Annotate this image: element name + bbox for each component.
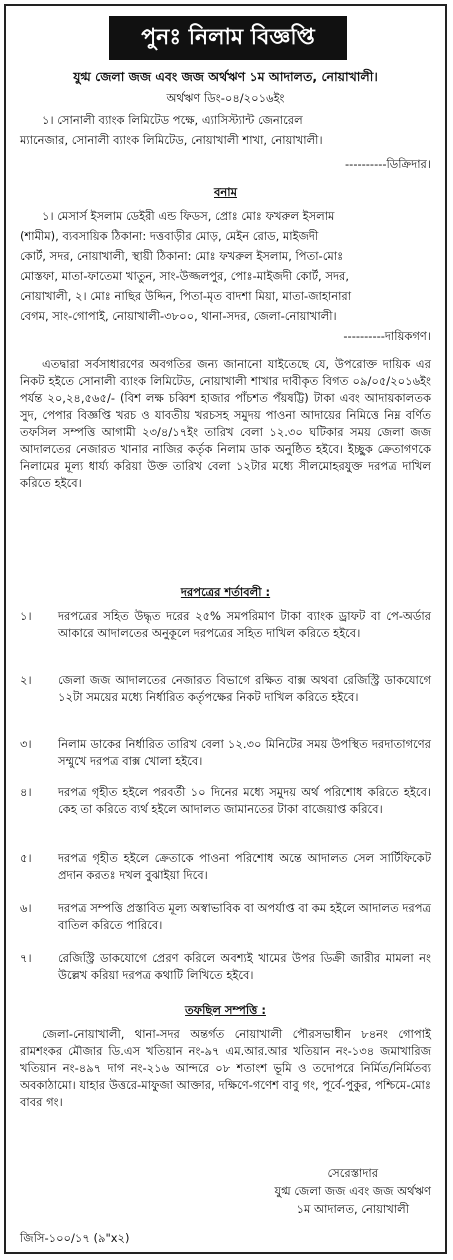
notice-frame: [4, 4, 447, 1254]
versus-heading: বনাম: [214, 185, 237, 199]
defendant-line-4: মোস্তফা, মাতা-ফাতেমা খাতুন, সাং-উজ্জলপুর, পোঃ-মাইজদী কোর্ট, সদর,: [20, 269, 349, 283]
condition-item: [20, 784, 431, 818]
court-name: যুগ্ম জেলা জজ এবং জজ অর্থঋণ ১ম আদালত, নোয়াখালী।: [73, 69, 378, 84]
condition-number: ৫।: [20, 851, 32, 865]
case-number: অর্থঋণ ডিং-০৪/২০১৬ইং: [166, 91, 285, 105]
plaintiff-line-1: ১। সোনালী ব্যাংক লিমিটেড পক্ষে, এ্যাসিস্ট্যান্ট জেনারেল: [42, 113, 303, 127]
conditions-heading: দরপত্রের শর্তাবলী :: [180, 585, 271, 599]
condition-number: ৬।: [20, 901, 32, 915]
condition-text: দরপত্রের সহিত উদ্ধৃত দরের ২৫% সমপরিমাণ টাকা ব্যাংক ড্রাফট বা পে-অর্ডার আকারে আদালতের অনুকূলে দরপত্রের সহিত দাখিল করিতে হইবে।: [58, 609, 431, 640]
defendant-line-1: ১। মেসার্স ইসলাম ডেইরী এন্ড ফিডস, প্রোঃ মোঃ ফখরুল ইসলাম: [42, 209, 335, 223]
condition-number: ১।: [20, 609, 32, 623]
reference-code: জিসি-১০০/১৭ (৯"x২): [20, 1231, 130, 1245]
condition-number: ৩।: [20, 737, 32, 751]
condition-text: দরপত্র গৃহীত হইলে পরবর্তী ১০ দিনের মধ্যে সমুদয় অর্থ পরিশোধ করিতে হইবে। কেহ তা করিতে ব্যর্থ হইলে আদালত জামানতের টাকা বাজেয়াপ্ত করিবে।: [58, 785, 431, 816]
notice-title: পুনঃ নিলাম বিজ্ঞপ্তি: [109, 16, 347, 60]
condition-text: নিলাম ডাকের নির্ধারিত তারিখ বেলা ১২.৩০ মিনিটের সময় উপস্থিত দরদাতাগণের সম্মুখে দরপত্র বাক্স খোলা হইবে।: [58, 737, 431, 768]
condition-text: রেজিস্ট্রি ডাকযোগে প্রেরণ করিলে অবশ্যই খামের উপর ডিক্রী জারীর মামলা নং উল্লেখ করিয়া দরপত্র কথাটি লিখিতে হইবে।: [58, 951, 431, 982]
defendant-line-2: (শামীম), ব্যবসায়িক ঠিকানা: দত্তবাড়ীর মোড়, মেইন রোড, মাইজদী: [20, 229, 319, 243]
schedule-text: জেলা-নোয়াখালী, থানা-সদর অন্তর্গত নোয়াখালী পৌরসভাধীন ৮৪নং গোপাই রামশংকর মৌজার ডি.এস খতিয়ান নং-৯৭ এম.আর.আর খতিয়ান নং-১৩৪ জমাখারিজ খতিয়ান নং-৪৯৭ দাগ নং-২১৬ আন্দরে ০৮ শতাংশ ভূমি ও তদোপরে নির্মিত/নির্মিতব্য অবকাঠামো। যাহার উত্তরে-মাফুজা আক্তার, দক্ষিণে-গণেশ বাবু গং, পূর্বে-পুকুর, পশ্চিমে-মোঃ বাবর গং।: [20, 1027, 431, 1109]
condition-text: দরপত্র গৃহীত হইলে ক্রেতাকে পাওনা পরিশোধ অন্তে আদালত সেল সার্টিফিকেট প্রদান করতঃ দখল বুঝাইয়া দিবে।: [58, 851, 431, 882]
schedule-heading: তফছিল সম্পত্তি :: [185, 1003, 266, 1017]
condition-item: [20, 950, 431, 984]
condition-item: [20, 900, 431, 934]
condition-text: জেলা জজ আদালতের নেজারত বিভাগে রক্ষিত বাক্স অথবা রেজিস্ট্রি ডাকযোগে ১২টা সময়ের মধ্যে নির্ধারিত কর্তৃপক্ষের নিকট দাখিল করিতে হইবে।: [58, 673, 431, 704]
condition-text: দরপত্র সম্পত্তি প্রস্তাবিত মূল্য অস্বাভাবিক বা অপর্যাপ্ত বা কম হইলে আদালত দরপত্র বাতিল করিতে পারিবে।: [58, 901, 431, 932]
defendant-line-6: বেগম, সাং-গোপাই, নোয়াখালী-৩৮০০, থানা-সদর, জেলা-নোয়াখালী।: [20, 309, 337, 323]
plaintiff-role: ----------ডিক্রিদার।: [345, 157, 431, 171]
defendant-line-5: নোয়াখালী, ২। মোঃ নাছির উদ্দিন, পিতা-মৃত বাদশা মিয়া, মাতা-জাহানারা: [20, 289, 352, 303]
condition-item: [20, 736, 431, 770]
condition-number: ২।: [20, 673, 32, 687]
notice-body: এতদ্বারা সর্বসাধারণের অবগতির জন্য জানানো যাইতেছে যে, উপরোক্ত দায়িক এর নিকট হইতে সোনালী ব্যাংক লিমিটেড, নোয়াখালী শাখার দাবীকৃত বিগত ০৯/০৫/২০১৬ইং পর্যন্ত ২০,২৪,৫৬৫/- (বিশ লক্ষ চব্বিশ হাজার পাঁচশত পঁয়ষট্টি) টাকা এবং আদায়কালতক সুদ, পেপার বিজ্ঞপ্তি খরচ ও যাবতীয় খরচসহ সমুদয় পাওনা আদায়ের নিমিত্তে নিম্ন বর্ণিত তফসিল সম্পত্তি আগামী ২৩/৪/১৭ইং তারিখ বেলা ১২.৩০ ঘটিকার সময় জেলা জজ আদালতের নেজারত খানার নাজির কর্তৃক নিলাম ডাক অনুষ্ঠিত হইবে। ইচ্ছুক ক্রেতাগণকে নিলামের মূল্য ধার্য্য করিয়া উক্ত তারিখ বেলা ১২টার মধ্যে সীলমোহরযুক্ত দরপত্র দাখিল করিতে হইবে।: [20, 357, 431, 490]
defendant-line-3: কোর্ট, সদর, নোয়াখালী, স্থায়ী ঠিকানা: মোঃ ফখরুল ইসলাম, পিতা-মোঃ: [20, 249, 344, 263]
condition-number: ৪।: [20, 785, 32, 799]
defendant-role: ----------দায়িকগণ।: [343, 329, 431, 343]
signature-office: যুগ্ম জেলা জজ এবং জজ অর্থঋণ: [274, 1184, 431, 1198]
signature-court: ১ম আদালত, নোয়াখালী: [296, 1202, 410, 1216]
condition-item: [20, 672, 431, 706]
condition-number: ৭।: [20, 951, 32, 965]
signature-block: [275, 1164, 431, 1218]
condition-item: [20, 850, 431, 884]
plaintiff-line-2: ম্যানেজার, সোনালী ব্যাংক লিমিটেড, নোয়াখালী শাখা, নোয়াখালী।: [20, 133, 323, 147]
signature-title: সেরেস্তাদার: [327, 1166, 379, 1180]
condition-item: [20, 608, 431, 642]
